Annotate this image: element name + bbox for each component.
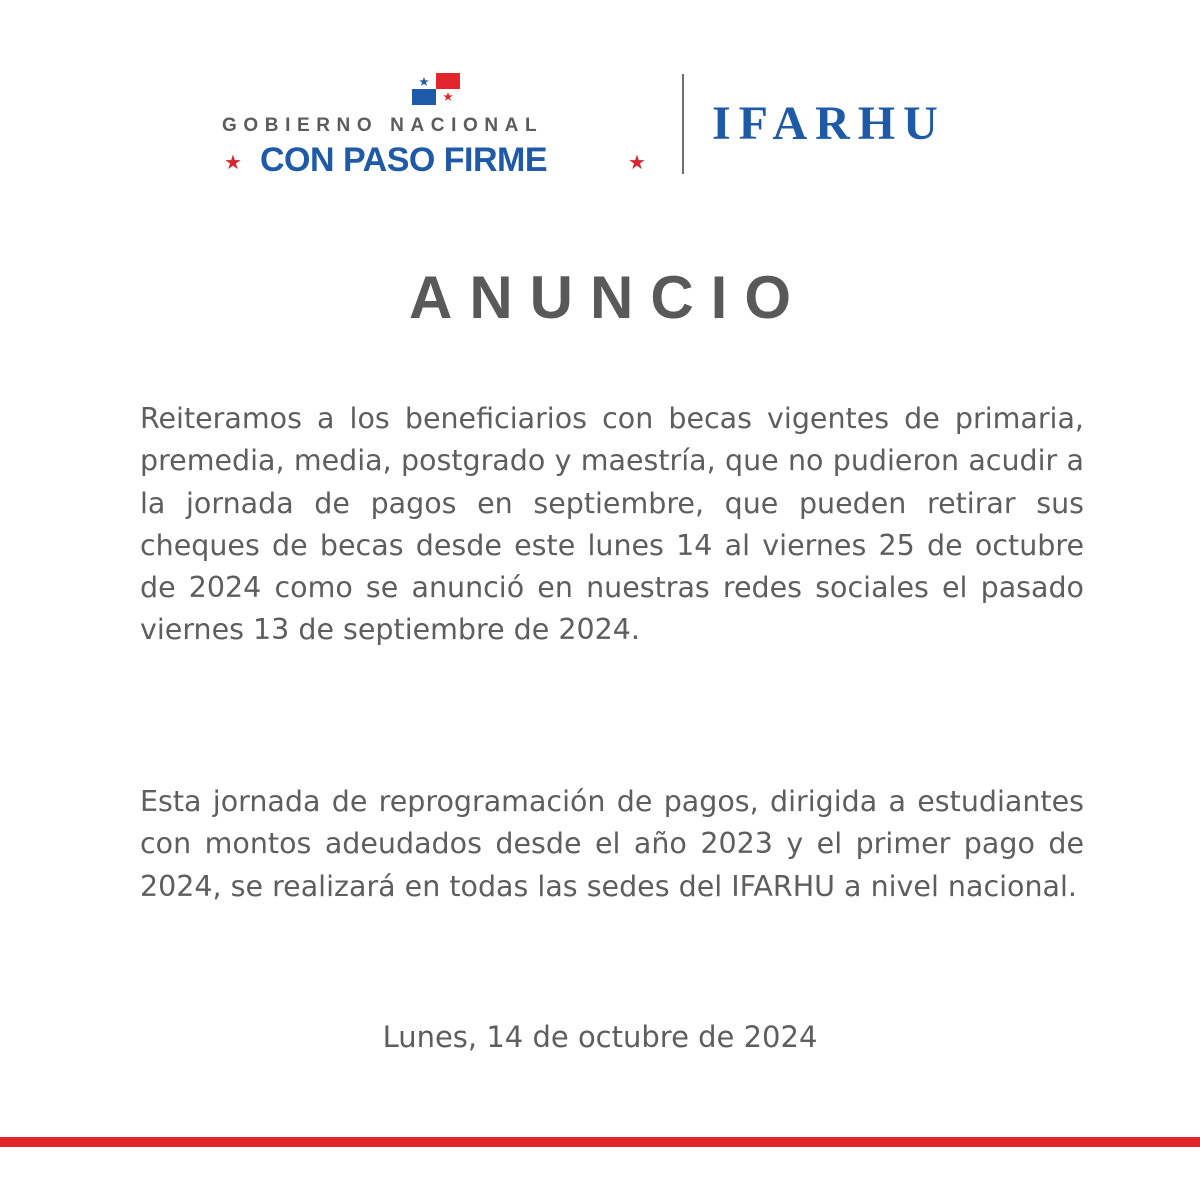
government-slogan: CON PASO FIRME bbox=[260, 141, 548, 179]
paragraph: Esta jornada de reprogramación de pagos, dirigida a estudiantes con montos adeudados desde el año 2023 y el primer pago de 2024, se realizará en todas las sedes del IFARHU a nivel nacional. bbox=[140, 785, 1084, 903]
red-star-icon: ★ bbox=[628, 150, 646, 174]
institution-logo: IFARHU bbox=[712, 97, 946, 150]
announcement-date: Lunes, 14 de octubre de 2024 bbox=[382, 1020, 818, 1054]
red-star-icon: ★ bbox=[224, 150, 242, 174]
announcement-title: ANUNCIO bbox=[409, 264, 808, 331]
footer-red-bar bbox=[0, 1137, 1200, 1147]
header bbox=[0, 60, 1200, 190]
panama-flag-icon bbox=[412, 73, 460, 105]
header-divider bbox=[682, 74, 684, 174]
paragraph: Reiteramos a los beneficiarios con becas vigentes de primaria, premedia, media, postgrado y maestría, que no pudieron acudir a la jornada de pagos en septiembre, que pueden retirar sus cheques de becas desde este lunes 14 al viernes 25 de octubre de 2024 como se anunció en nuestras redes sociales el pasado viernes 13 de septiembre de 2024. bbox=[140, 402, 1084, 647]
government-line-1: GOBIERNO NACIONAL bbox=[222, 115, 544, 136]
government-line-2-row bbox=[222, 140, 652, 180]
